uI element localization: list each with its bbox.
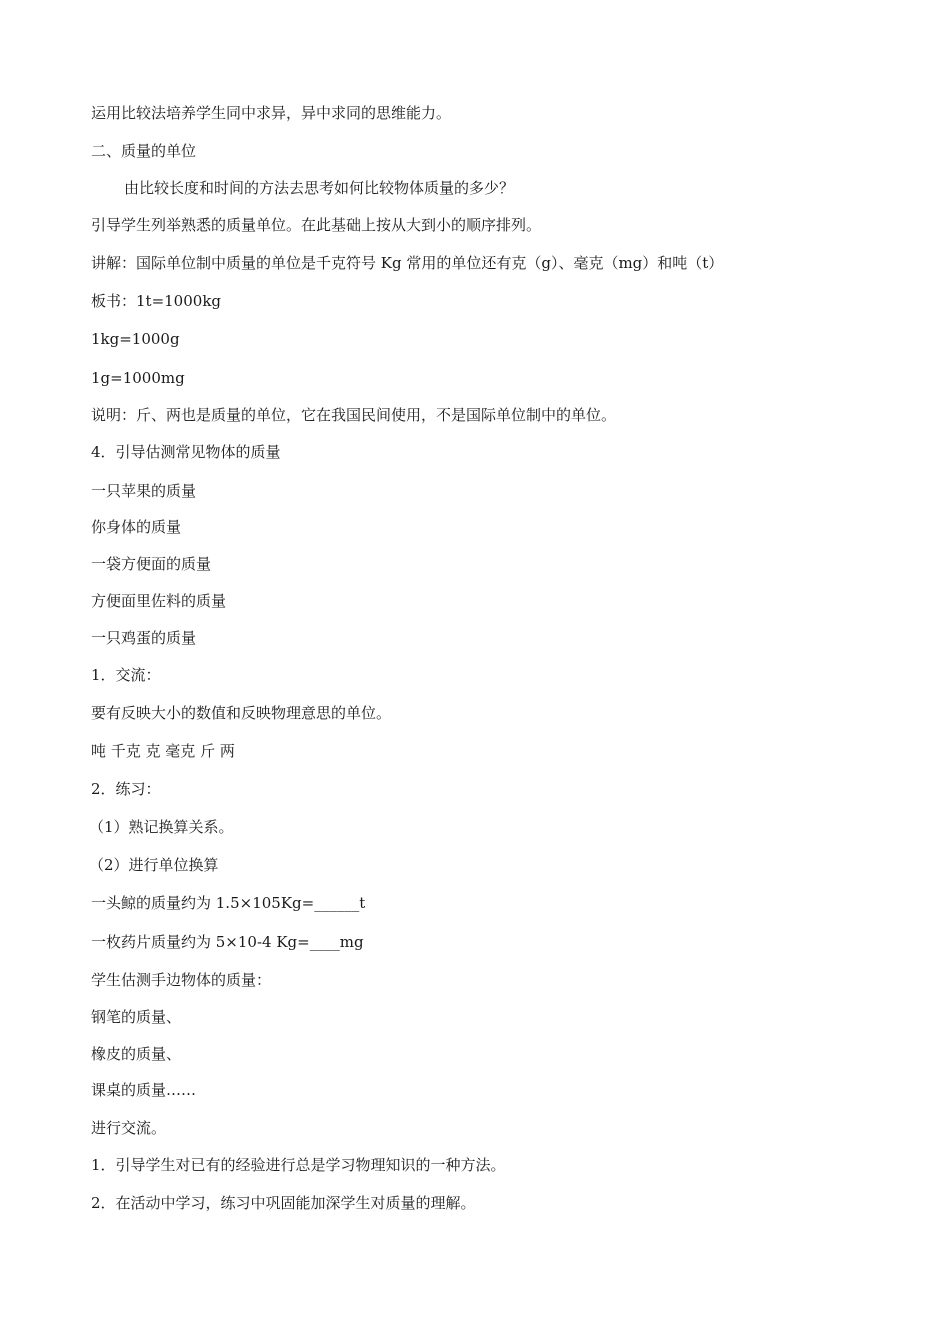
text-line: 橡皮的质量、 xyxy=(91,1045,182,1063)
text-line: 方便面里佐料的质量 xyxy=(91,592,227,610)
text-line: 由比较长度和时间的方法去思考如何比较物体质量的多少？ xyxy=(124,179,515,197)
text-line: 说明：斤、两也是质量的单位，它在我国民间使用，不是国际单位制中的单位。 xyxy=(91,406,617,424)
section-heading: 二、质量的单位 xyxy=(91,142,197,160)
text-line: 2．在活动中学习，练习中巩固能加深学生对质量的理解。 xyxy=(91,1194,476,1212)
text-line: 吨 千克 克 毫克 斤 两 xyxy=(91,742,235,760)
text-line: 钢笔的质量、 xyxy=(91,1008,182,1026)
text-line: 2．练习： xyxy=(91,780,161,798)
text-line: 课桌的质量…… xyxy=(91,1081,197,1099)
text-line: 一只鸡蛋的质量 xyxy=(91,629,197,647)
text-line: 要有反映大小的数值和反映物理意思的单位。 xyxy=(91,704,392,722)
text-line: （2）进行单位换算 xyxy=(89,856,219,874)
text-line: 运用比较法培养学生同中求异，异中求同的思维能力。 xyxy=(91,104,452,122)
text-line: 1．引导学生对已有的经验进行总是学习物理知识的一种方法。 xyxy=(91,1156,506,1174)
text-line: 一头鲸的质量约为 1.5×105Kg=______t xyxy=(91,894,366,912)
text-line: 讲解：国际单位制中质量的单位是千克符号 Kg 常用的单位还有克（g）、毫克（mg）和吨（t） xyxy=(91,254,724,272)
text-line: 一只苹果的质量 xyxy=(91,482,197,500)
text-line: 一枚药片质量约为 5×10-4 Kg=____mg xyxy=(91,933,364,951)
text-line: 进行交流。 xyxy=(91,1119,167,1137)
text-line: 板书：1t=1000kg xyxy=(91,292,222,310)
text-line: 一袋方便面的质量 xyxy=(91,555,212,573)
text-line: 引导学生列举熟悉的质量单位。在此基础上按从大到小的顺序排列。 xyxy=(91,216,542,234)
text-line: 1kg=1000g xyxy=(91,330,180,348)
text-line: 1．交流： xyxy=(91,666,161,684)
text-line: （1）熟记换算关系。 xyxy=(89,818,234,836)
text-line: 1g=1000mg xyxy=(91,369,185,387)
text-line: 你身体的质量 xyxy=(91,518,182,536)
text-line: 4．引导估测常见物体的质量 xyxy=(91,443,281,461)
text-line: 学生估测手边物体的质量： xyxy=(91,971,272,989)
